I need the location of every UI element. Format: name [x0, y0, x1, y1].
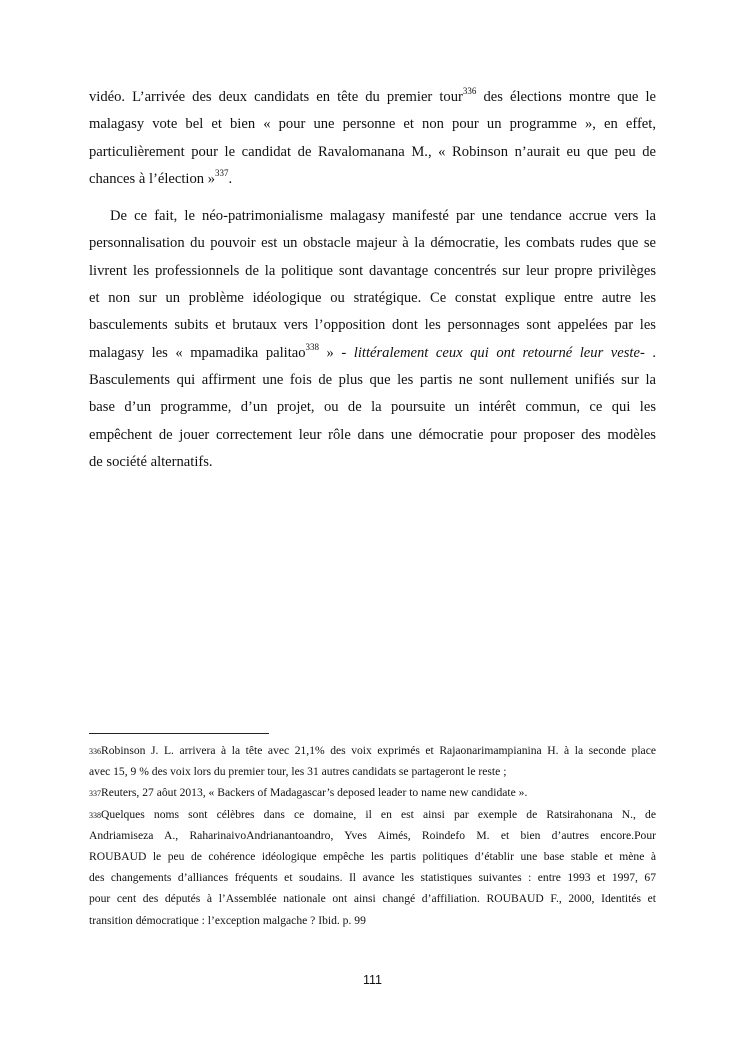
text-run: des élections montre que le	[476, 89, 656, 105]
footnote-ref-336[interactable]: 336	[462, 86, 477, 97]
footnote-number: 336	[89, 747, 101, 756]
paragraph-2-line-8: base d’un programme, d’un projet, ou de la poursuite un intérêt commun, ce qui les	[89, 399, 656, 416]
paragraph-1-line-4	[89, 166, 656, 193]
text-run: Robinson J. L. arrivera à la tête avec 21,1% des voix exprimés et Rajaonarimampianina H. à la seconde place	[101, 744, 656, 757]
footnote-number: 338	[89, 810, 101, 820]
paragraph-2-line-1: De ce fait, le néo-patrimonialisme malagasy manifesté par une tendance accrue vers la	[110, 208, 656, 225]
footnote-336-line-2: avec 15, 9 % des voix lors du premier tour, les 31 autres candidats se partageront le reste ;	[89, 765, 507, 779]
text-run: malagasy les « mpamadika palitao	[89, 344, 306, 361]
paragraph-1-line-1	[89, 84, 656, 111]
main-text	[89, 84, 656, 476]
footnote-separator	[89, 733, 269, 734]
footnote-338-line-6: transition démocratique : l’exception malgache ? Ibid. p. 99	[89, 913, 366, 927]
footnote-337-line-1	[89, 782, 656, 803]
footnote-336-line-1	[89, 740, 656, 761]
text-run: vidéo. L’arrivée des deux candidats en tête du premier tour	[89, 89, 463, 105]
page-number: 111	[362, 973, 382, 987]
footnote-338-line-4: des changements d’alliances fréquents et soudains. Il avance les statistiques suivantes : entre 1993 et 1997, 67	[89, 871, 656, 885]
footnote-338-line-1	[89, 804, 656, 825]
paragraph-1-line-2: malagasy vote bel et bien « pour une personne et non pour un programme », en effet,	[89, 116, 656, 133]
paragraph-2-line-5: basculements subits et brutaux vers l’opposition dont les personnages sont appelées par les	[89, 317, 656, 334]
text-run: .	[228, 170, 233, 187]
text-run: .	[652, 344, 656, 361]
paragraph-1-line-3: particulièrement pour le candidat de Ravalomanana M., « Robinson n’aurait eu que peu de	[89, 143, 656, 160]
paragraph-2-line-7: Basculements qui affirment une fois de plus que les partis ne sont nullement unifiés sur la	[89, 371, 656, 388]
footnote-ref-338[interactable]: 338	[305, 341, 320, 352]
footnote-338-line-3: ROUBAUD le peu de cohérence idéologique empêche les partis politiques d’établir une base stable et mène à	[89, 850, 656, 864]
text-run: Quelques noms sont célèbres dans ce domaine, il en est ainsi par exemple de Ratsirahonana N., de	[101, 807, 656, 821]
paragraph-2-line-2: personnalisation du pouvoir est un obstacle majeur à la démocratie, les combats rudes que se	[89, 235, 656, 252]
footnote-338-line-2: Andriamiseza A., RaharinaivoAndrianantoandro, Yves Aimés, Roindefo M. et bien d’autres encore.Pour	[89, 828, 656, 842]
footnote-number: 337	[89, 789, 101, 799]
paragraph-2-line-9: empêchent de jouer correctement leur rôle dans une démocratie pour proposer des modèles	[89, 426, 656, 443]
paragraph-2-line-10: de société alternatifs.	[89, 453, 213, 470]
paragraph-2-line-6	[89, 340, 656, 367]
text-run: chances à l’élection »	[89, 170, 216, 187]
footnotes	[89, 740, 656, 931]
footnote-338-line-5: pour cent des députés à l’Assemblée nationale ont ainsi changé d’affiliation. ROUBAUD F., 2000, Identités et	[89, 892, 656, 906]
paragraph-2-line-3: livrent les professionnels de la politique sont davantage concentrés sur leur propre privilèges	[89, 262, 656, 279]
italic-text: littéralement ceux qui ont retourné leur veste-	[353, 344, 653, 361]
paragraph-2-line-4: et non sur un problème idéologique ou stratégique. Ce constat explique entre autre les	[89, 290, 656, 307]
text-run: » -	[319, 344, 354, 361]
text-run: Reuters, 27 aôut 2013, « Backers of Madagascar’s deposed leader to name new candidate ».	[101, 786, 528, 800]
footnote-ref-337[interactable]: 337	[215, 168, 229, 179]
